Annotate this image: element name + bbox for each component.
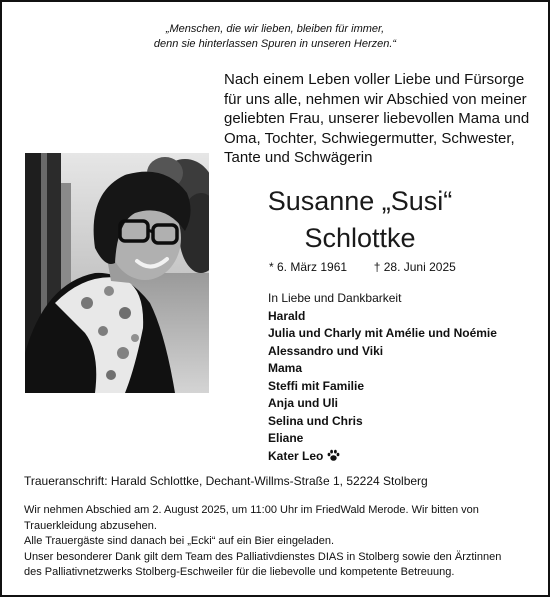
family-signatures <box>268 290 497 467</box>
service-notes <box>24 503 501 581</box>
family-member: Selina und Chris <box>268 413 363 428</box>
notes-line: Alle Trauergäste sind danach bei „Ecki“ auf ein Bier eingeladen. <box>24 535 335 547</box>
family-member-pet-label: Kater Leo <box>268 448 324 463</box>
portrait-photo-illustration <box>25 153 209 393</box>
notes-line: Trauerkleidung abzusehen. <box>24 519 157 532</box>
birth-date: * 6. März 1961 <box>269 260 348 274</box>
death-date: † 28. Juni 2025 <box>373 260 456 274</box>
intro-line: Nach einem Leben voller Liebe und Fürsorge <box>224 71 525 88</box>
family-member: Alessandro und Viki <box>268 343 384 358</box>
mourning-address: Traueranschrift: Harald Schlottke, Dechant-Willms-Straße 1, 52224 Stolberg <box>24 474 428 488</box>
intro-line: für uns alle, nehmen wir Abschied von meiner <box>224 90 527 108</box>
paw-icon <box>327 449 340 468</box>
family-member: Mama <box>268 361 303 375</box>
family-heading: In Liebe und Dankbarkeit <box>268 291 402 305</box>
life-dates <box>269 260 456 275</box>
deceased-name-first: Susanne „Susi“ <box>267 186 453 216</box>
notes-line: Unser besonderer Dank gilt dem Team des Palliativdienstes DIAS in Stolberg sowie den Ärztinnen <box>24 550 502 563</box>
intro-line: Oma, Tochter, Schwiegermutter, Schwester, <box>224 129 515 147</box>
family-member: Anja und Uli <box>268 396 338 410</box>
deceased-name-last: Schlottke <box>304 223 416 253</box>
family-member: Eliane <box>268 431 304 445</box>
notes-line: des Palliativnetzwerks Stolberg-Eschweiler für die liebevolle und kompetente Betreuung. <box>24 566 455 578</box>
quote-line-2: denn sie hinterlassen Spuren in unseren Herzen.“ <box>153 38 397 50</box>
memorial-quote <box>2 22 548 52</box>
family-member-pet <box>268 448 497 468</box>
family-member: Julia und Charly mit Amélie und Noémie <box>268 326 497 340</box>
family-member: Harald <box>268 308 306 323</box>
notes-line: Wir nehmen Abschied am 2. August 2025, um 11:00 Uhr im FriedWald Merode. Wir bitten von <box>24 504 479 516</box>
intro-line: Tante und Schwägerin <box>224 149 373 166</box>
quote-line-1: „Menschen, die wir lieben, bleiben für immer, <box>165 23 385 35</box>
intro-line: geliebten Frau, unserer liebevollen Mama und <box>224 110 530 127</box>
intro-text <box>224 70 534 168</box>
portrait-photo <box>25 153 209 393</box>
family-member: Steffi mit Familie <box>268 378 365 393</box>
